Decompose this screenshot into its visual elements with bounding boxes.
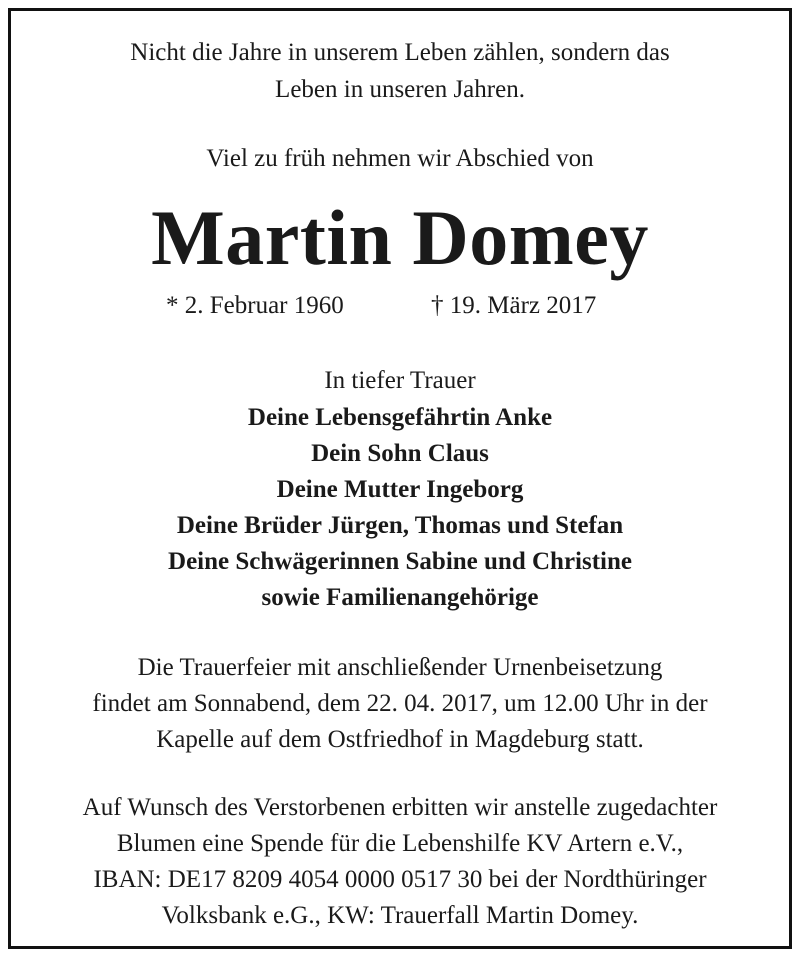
mourner-son: Dein Sohn Claus (311, 440, 489, 467)
ceremony-line-1: Die Trauerfeier mit anschließender Urnenbeisetzung (137, 654, 663, 681)
intro-text: Viel zu früh nehmen wir Abschied von (206, 145, 594, 172)
mourning-heading: In tiefer Trauer (324, 367, 476, 394)
deceased-name: Martin Domey (151, 194, 649, 281)
donation-line-4: Volksbank e.G., KW: Trauerfall Martin Domey. (161, 902, 639, 929)
mourner-partner: Deine Lebensgefährtin Anke (247, 404, 553, 431)
motto-line-1: Nicht die Jahre in unserem Leben zählen, sondern das (130, 39, 670, 66)
mourner-mother: Deine Mutter Ingeborg (276, 476, 524, 503)
donation-line-1: Auf Wunsch des Verstorbenen erbitten wir anstelle zugedachter (82, 794, 718, 821)
donation-line-2: Blumen eine Spende für die Lebenshilfe KV Artern e.V., (116, 830, 684, 857)
death-date: † 19. März 2017 (431, 292, 597, 319)
donation-line-3: IBAN: DE17 8209 4054 0000 0517 30 bei der Nordthüringer (93, 866, 707, 893)
mourner-relatives: sowie Familienangehörige (261, 584, 539, 611)
motto-line-2: Leben in unseren Jahren. (275, 76, 525, 103)
mourner-brothers: Deine Brüder Jürgen, Thomas und Stefan (176, 512, 624, 539)
ceremony-line-2: findet am Sonnabend, dem 22. 04. 2017, um 12.00 Uhr in der (92, 690, 708, 717)
birth-date: * 2. Februar 1960 (166, 292, 344, 319)
obituary-notice (8, 8, 792, 949)
mourner-sisters-in-law: Deine Schwägerinnen Sabine und Christine (168, 548, 632, 575)
ceremony-line-3: Kapelle auf dem Ostfriedhof in Magdeburg statt. (156, 726, 644, 753)
